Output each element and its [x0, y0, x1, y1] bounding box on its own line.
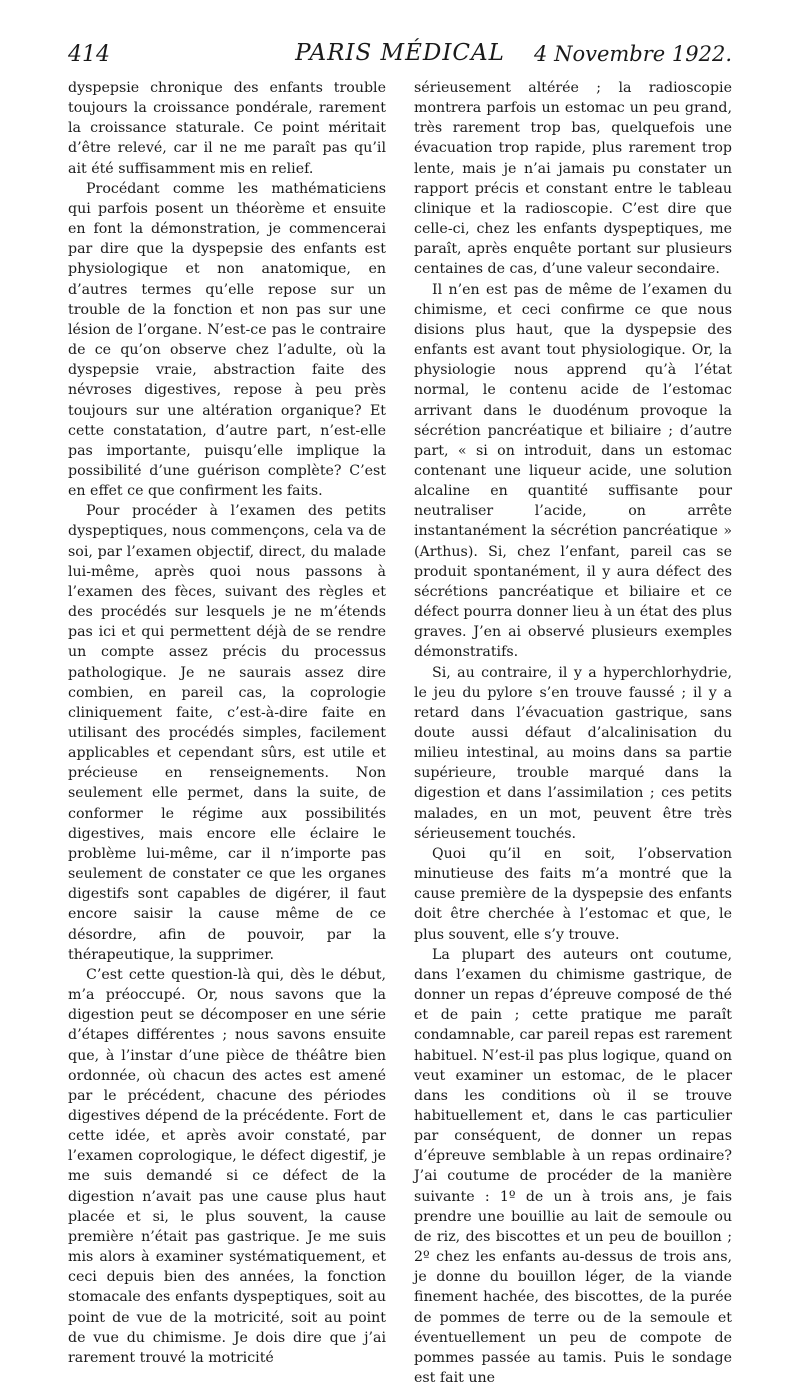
- running-header: [68, 38, 732, 72]
- paragraph: sérieusement altérée ; la radioscopie montrera parfois un estomac un peu grand, très rarement trop bas, quelquefois une évacuation trop rapide, plus rarement trop lente, mais je n’ai jamais pu constater un rapport précis et constant entre le tableau clinique et la radioscopie. C’est dire que celle-ci, chez les enfants dyspeptiques, me paraît, après enquête portant sur plusieurs centaines de cas, d’une valeur secondaire.: [414, 80, 732, 278]
- paragraph: Il n’en est pas de même de l’examen du chimisme, et ceci confirme ce que nous disions plus haut, que la dyspepsie des enfants est avant tout physiologique. Or, la physiologie nous apprend qu’à l’état normal, le contenu acide de l’estomac arrivant dans le duodénum provoque la sécrétion pancréatique et biliaire ; d’autre part, « si on introduit, dans un estomac contenant une liqueur acide, une solution alcaline en quantité suffisante pour neutraliser l’acide, on arrête instantanément la sécrétion pancréatique » (Arthus). Si, chez l’enfant, pareil cas se produit spontanément, il y aura défect des sécrétions pancréatique et biliaire et ce défect pourra donner lieu à un état des plus graves. J’en ai observé plusieurs exemples démonstratifs.: [414, 281, 732, 661]
- right-column: [414, 78, 732, 1388]
- paragraph: dyspepsie chronique des enfants trouble toujours la croissance pondérale, rarement la croissance staturale. Ce point méritait d’être relevé, car il ne me paraît pas qu’il ait été suffisamment mis en relief.: [68, 80, 386, 177]
- paragraph: Quoi qu’il en soit, l’observation minutieuse des faits m’a montré que la cause première de la dyspepsie des enfants doit être cherchée à l’estomac et que, le plus souvent, elle s’y trouve.: [414, 845, 732, 943]
- issue-date: 4 Novembre 1922.: [534, 42, 732, 66]
- paragraph: C’est cette question-là qui, dès le début, m’a préoccupé. Or, nous savons que la digestion peut se décomposer en une série d’étapes différentes ; nous savons ensuite que, à l’instar d’une pièce de théâtre bien ordonnée, où chacun des actes est amené par le précédent, chacune des périodes digestives dépend de la précédente. Fort de cette idée, et après avoir constaté, par l’examen coprologique, le défect digestif, je me suis demandé si ce défect de la digestion n’avait pas une cause plus haut placée et si, le plus souvent, la cause première n’était pas gastrique. Je me suis mis alors à examiner systématiquement, et ceci depuis bien des années, la fonction stomacale des enfants dyspeptiques, soit au point de vue de la motricité, soit au point de vue du chimisme. Je dois dire que j’ai rarement trouvé la motricité: [68, 966, 386, 1366]
- paragraph: La plupart des auteurs ont coutume, dans l’examen du chimisme gastrique, de donner un repas d’épreuve composé de thé et de pain ; cette pratique me paraît condamnable, car pareil repas est rarement habituel. N’est-il pas plus logique, quand on veut examiner un estomac, de le placer dans les conditions où il se trouve habituellement et, dans le cas particulier par conséquent, de donner un repas d’épreuve semblable à un repas ordinaire? J’ai coutume de procéder de la manière suivante : 1º de un à trois ans, je fais prendre une bouillie au lait de semoule ou de riz, des biscottes et un peu de bouillon ; 2º chez les enfants au-dessus de trois ans, je donne du bouillon léger, de la viande finement hachée, des biscottes, de la purée de pommes de terre ou de la semoule et éventuellement un peu de compote de pommes passée au tamis. Puis le sondage est fait une: [414, 946, 732, 1386]
- paragraph: Procédant comme les mathématiciens qui parfois posent un théorème et ensuite en font la démonstration, je commencerai par dire que la dyspepsie des enfants est physiologique et non anatomique, en d’autres termes qu’elle repose sur un trouble de la fonction et non pas sur une lésion de l’organe. N’est-ce pas le contraire de ce qu’on observe chez l’adulte, où la dyspepsie vraie, abstraction faite des névroses digestives, repose à peu près toujours sur une altération organique? Et cette constatation, d’autre part, n’est-elle pas importante, puisqu’elle implique la possibilité d’une guérison complète? C’est en effet ce que confirment les faits.: [68, 180, 386, 500]
- page-number: 414: [68, 42, 110, 67]
- paragraph: Si, au contraire, il y a hyperchlorhydrie, le jeu du pylore s’en trouve faussé ; il y a retard dans l’évacuation gastrique, sans doute aussi défaut d’alcalinisation du milieu intestinal, au moins dans sa partie supérieure, trouble marqué dans la digestion et dans l’assimilation ; ces petits malades, en un mot, peuvent être très sérieusement touchés.: [414, 664, 732, 842]
- paragraph: Pour procéder à l’examen des petits dyspeptiques, nous commençons, cela va de soi, par l’examen objectif, direct, du malade lui-même, après quoi nous passons à l’examen des fèces, suivant des règles et des procédés sur lesquels je ne m’étends pas ici et qui permettent déjà de se rendre un compte assez précis du processus pathologique. Je ne saurais assez dire combien, en pareil cas, la coprologie cliniquement faite, c’est-à-dire faite en utilisant des procédés simples, facilement applicables et cependant sûrs, est utile et précieuse en renseignements. Non seulement elle permet, dans la suite, de conformer le régime aux possibilités digestives, mais encore elle éclaire le problème lui-même, car il n’importe pas seulement de constater ce que les organes digestifs sont capables de digérer, il faut encore saisir la cause même de ce désordre, afin de pouvoir, par la thérapeutique, la supprimer.: [68, 503, 386, 963]
- left-column: [68, 78, 386, 1368]
- journal-title: PARIS MÉDICAL: [295, 40, 505, 66]
